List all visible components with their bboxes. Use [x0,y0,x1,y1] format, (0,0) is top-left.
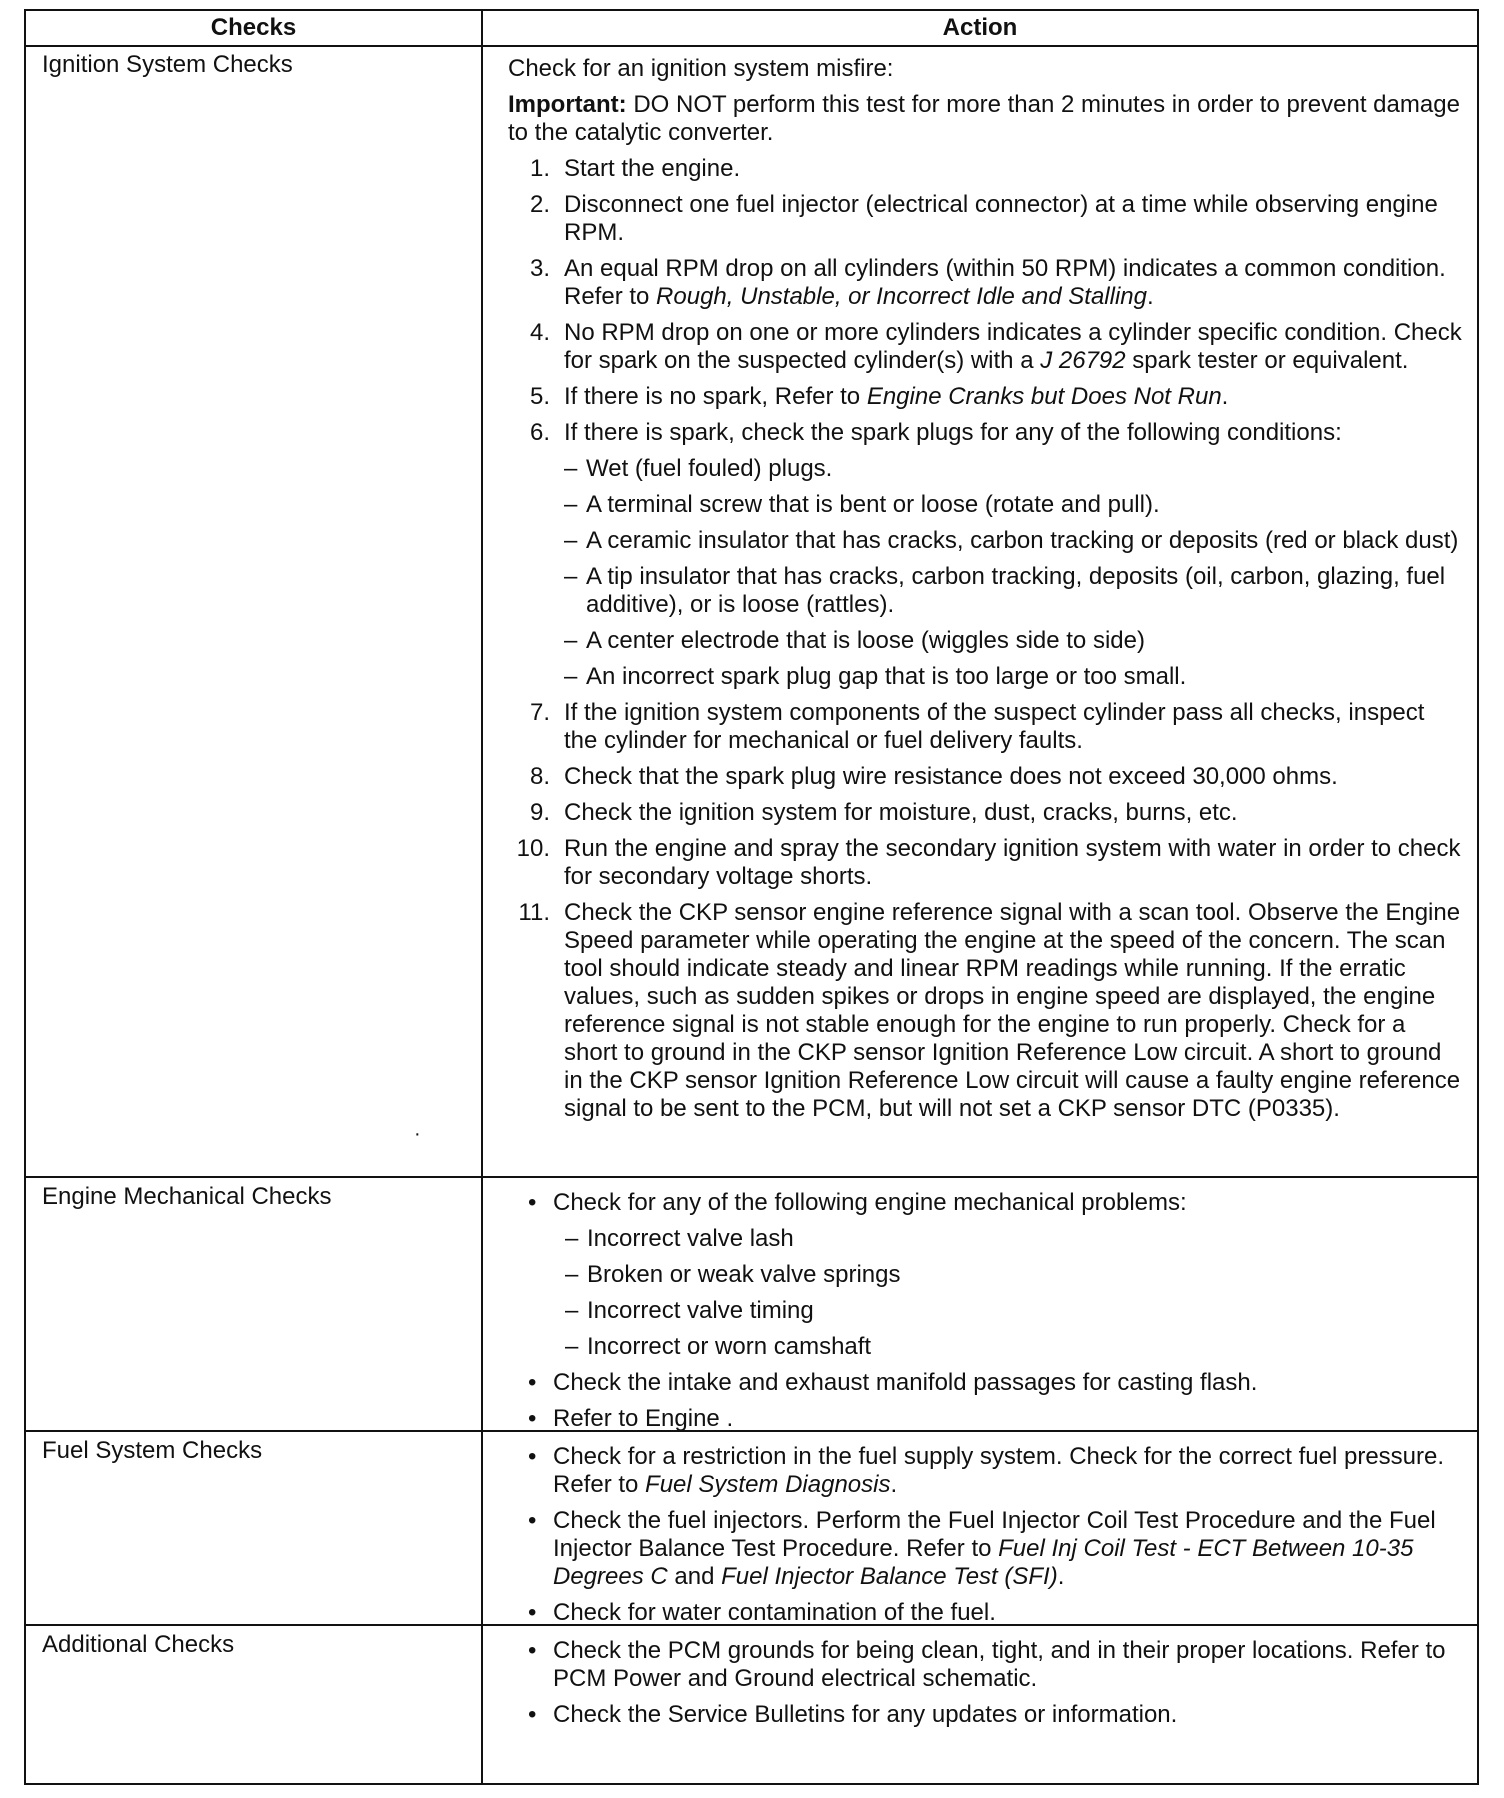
list-item: • Check the Service Bulletins for any updates or information. [508,1701,1463,1729]
list-item: • Check for water contamination of the fuel. [508,1599,1463,1627]
condition-item: – A terminal screw that is bent or loose (rotate and pull). [564,491,1463,519]
condition-item: – An incorrect spark plug gap that is too large or too small. [564,663,1463,691]
list-item: 5. If there is no spark, Refer to Engine Cranks but Does Not Run. [529,383,1229,410]
condition-item: – Wet (fuel fouled) plugs. [564,455,1463,483]
condition-item: – A center electrode that is loose (wiggles side to side) [564,627,1463,655]
list-item: 4. No RPM drop on one or more cylinders indicates a cylinder specific condition. Check for spark on the suspected cylinder(s) with a J 26792 spark tester or equivalent. [529,319,1462,374]
list-item: 8. Check that the spark plug wire resistance does not exceed 30,000 ohms. [529,763,1338,790]
list-item: • Check the intake and exhaust manifold passages for casting flash. [508,1369,1463,1397]
list-item: • Check for a restriction in the fuel supply system. Check for the correct fuel pressure. Refer to Fuel System Diagnosis. [508,1443,1463,1499]
list-item: • Check the PCM grounds for being clean, tight, and in their proper locations. Refer to PCM Power and Ground electrical schematic. [508,1637,1463,1693]
scan-speck: · [414,1123,421,1145]
check-label-additional: Additional Checks [42,1631,235,1658]
list-item: 11. Check the CKP sensor engine reference signal with a scan tool. Observe the Engine Speed parameter while operating the engine at the speed of the concern. The scan tool should indicate steady and linear RPM readings while running. If the erratic values, such as sudden spikes or drops in engine speed are displayed, the engine reference signal is not stable enough for the engine to run properly. Check for a short to ground in the CKP sensor Ignition Reference Low circuit. A short to ground in the CKP sensor Ignition Reference Low circuit will cause a faulty engine reference signal to be sent to the PCM, but will not set a CKP sensor DTC (P0335). [518,899,1461,1122]
condition-item: – A tip insulator that has cracks, carbon tracking, deposits (oil, carbon, glazing, fuel additive), or is loose (rattles). [564,563,1463,619]
ignition-steps [508,155,1463,1123]
problem-item: – Incorrect or worn camshaft [565,1333,1463,1361]
list-item: • Check the fuel injectors. Perform the Fuel Injector Coil Test Procedure and the Fuel Injector Balance Test Procedure. Refer to Fuel Inj Coil Test - ECT Between 10-35 Degrees C and Fuel Injector Balance Test (SFI). [508,1507,1463,1591]
list-item: 9. Check the ignition system for moisture, dust, cracks, burns, etc. [529,799,1238,826]
column-divider [481,11,483,1783]
list-item: 7. If the ignition system components of the suspect cylinder pass all checks, inspect the cylinder for mechanical or fuel delivery faults. [529,699,1425,754]
spark-plug-conditions [564,455,1463,691]
list-item: 10. Run the engine and spray the secondary ignition system with water in order to check for secondary voltage shorts. [516,835,1461,890]
list-item: 2. Disconnect one fuel injector (electrical connector) at a time while observing engine RPM. [529,191,1438,246]
reference-link: Fuel Injector Balance Test (SFI) [721,1563,1058,1590]
problem-item: – Incorrect valve lash [565,1225,1463,1253]
reference-link: Fuel System Diagnosis [645,1471,891,1498]
check-label-mechanical: Engine Mechanical Checks [42,1183,332,1210]
mechanical-problems [565,1225,1463,1361]
list-item: 6. If there is spark, check the spark plugs for any of the following conditions: – Wet (fuel fouled) plugs. – A terminal screw that is bent or loose (rotate and pull). – A ceramic insulator that has cracks, carbon tracking or deposits (red or black dust) – A tip insulator that has cracks, carbon tracking, deposits (oil, carbon, glazing, fuel additive), or is loose (rattles). – A center electrode that is loose (wiggles side to side) – An incorrect spark plug gap that is too large or too small. [508,419,1463,691]
checks-table [24,9,1479,1785]
important-note [508,91,1463,147]
reference-link: Rough, Unstable, or Incorrect Idle and Stalling [656,283,1147,310]
ignition-intro: Check for an ignition system misfire: [508,55,894,82]
important-text: DO NOT perform this test for more than 2 minutes in order to prevent damage to the catalytic converter. [508,91,1460,146]
header-action: Action [942,14,1018,41]
list-item: 1. Start the engine. [529,155,741,182]
tool-name: J 26792 [1040,347,1126,374]
important-label: Important: [508,91,627,118]
problem-item: – Broken or weak valve springs [565,1261,1463,1289]
problem-item: – Incorrect valve timing [565,1297,1463,1325]
row-divider [26,1176,1477,1178]
header-checks: Checks [210,14,297,41]
header-divider [26,45,1477,47]
action-fuel [508,1443,1463,1635]
action-additional [508,1637,1463,1737]
fuel-bullets [508,1443,1463,1627]
check-label-ignition: Ignition System Checks [42,51,293,78]
list-item: • Refer to Engine . [508,1405,1463,1433]
list-item: • Check for any of the following engine mechanical problems: – Incorrect valve lash – Broken or weak valve springs – Incorrect valve timing – Incorrect or worn camshaft [508,1189,1463,1361]
reference-link: Fuel Inj Coil Test - ECT Between 10-35 Degrees C [553,1535,1414,1590]
condition-item: – A ceramic insulator that has cracks, carbon tracking or deposits (red or black dust) [564,527,1463,555]
reference-link: Engine Cranks but Does Not Run [866,383,1222,410]
mechanical-bullets [508,1189,1463,1433]
action-ignition [508,55,1463,1131]
action-mechanical [508,1189,1463,1441]
additional-bullets [508,1637,1463,1729]
check-label-fuel: Fuel System Checks [42,1437,263,1464]
list-item: 3. An equal RPM drop on all cylinders (within 50 RPM) indicates a common condition. Refer to Rough, Unstable, or Incorrect Idle and Stalling. [529,255,1446,310]
